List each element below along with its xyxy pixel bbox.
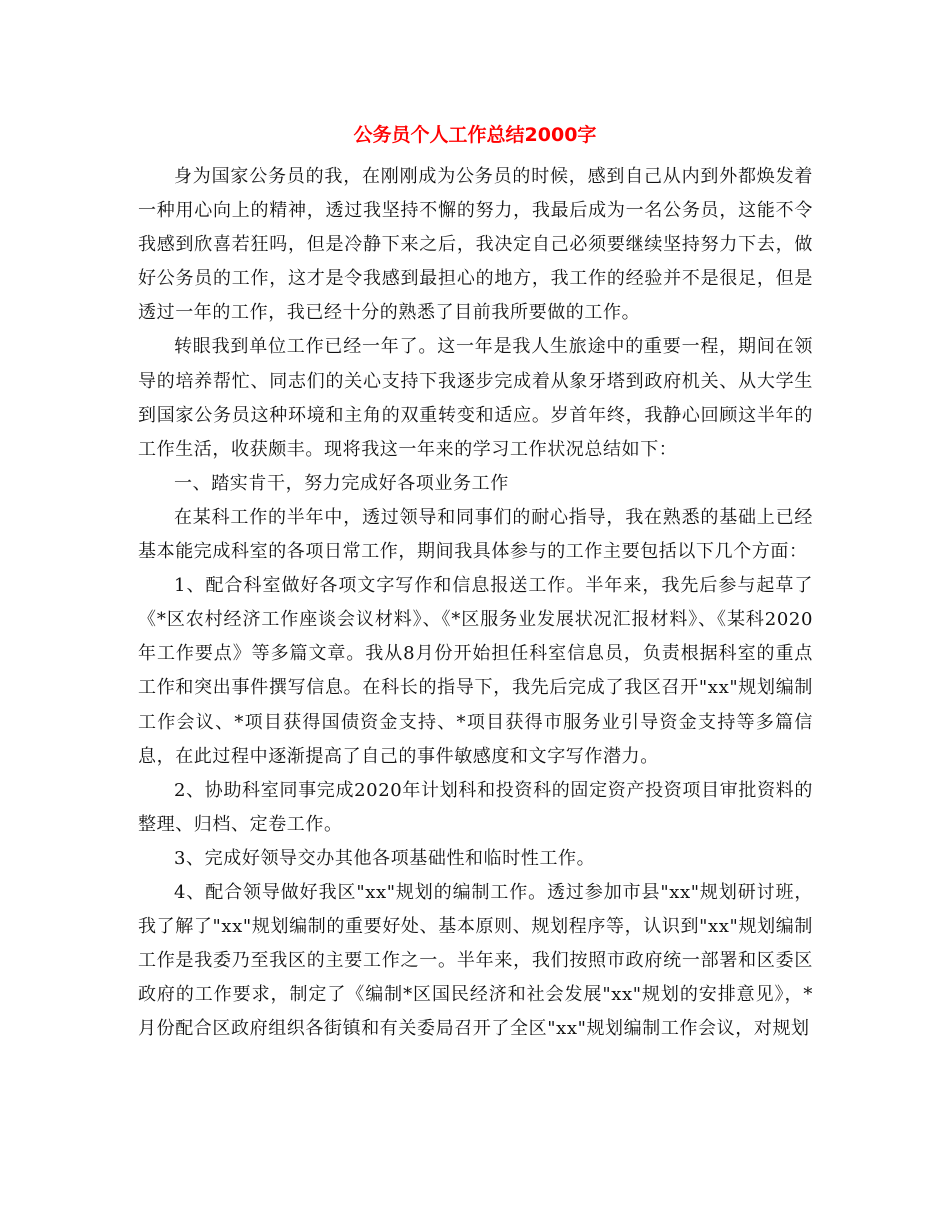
document-title: 公务员个人工作总结2000字 [353, 124, 597, 146]
list-item-2: 2、协助科室同事完成2020年计划科和投资科的固定资产投资项目审批资料的整理、归档、定卷工作。 [138, 779, 813, 835]
list-item-1: 1、配合科室做好各项文字写作和信息报送工作。半年来，我先后参与起草了《*区农村经济工作座谈会议材料》、《*区服务业发展状况汇报材料》、《某科2020年工作要点》等多篇文章。我从8月份开始担任科室信息员，负责根据科室的重点工作和突出事件撰写信息。在科长的指导下，我先后完成了我区召开"xx"规划编制工作会议、*项目获得国债资金支持、*项目获得市服务业引导资金支持等多篇信息，在此过程中逐渐提高了自己的事件敏感度和文字写作潜力。 [138, 575, 813, 767]
paragraph-overview: 转眼我到单位工作已经一年了。这一年是我人生旅途中的重要一程，期间在领导的培养帮忙、同志们的关心支持下我逐步完成着从象牙塔到政府机关、从大学生到国家公务员这种环境和主角的双重转变和适应。岁首年终，我静心回顾这半年的工作生活，收获颇丰。现将我这一年来的学习工作状况总结如下： [138, 336, 813, 460]
section-heading-1: 一、踏实肯干，努力完成好各项业务工作 [174, 472, 509, 494]
document-body [138, 160, 813, 1046]
list-item-4: 4、配合领导做好我区"xx"规划的编制工作。透过参加市县"xx"规划研讨班，我了解了"xx"规划编制的重要好处、基本原则、规划程序等，认识到"xx"规划编制工作是我委乃至我区的主要工作之一。半年来，我们按照市政府统一部署和区委区政府的工作要求，制定了《编制*区国民经济和社会发展"xx"规划的安排意见》，*月份配合区政府组织各街镇和有关委局召开了全区"xx"规划编制工作会议，对规划 [138, 881, 813, 1040]
list-item-3: 3、完成好领导交办其他各项基础性和临时性工作。 [174, 847, 596, 869]
paragraph-intro: 身为国家公务员的我，在刚刚成为公务员的时候，感到自己从内到外都焕发着一种用心向上的精神，透过我坚持不懈的努力，我最后成为一名公务员，这能不令我感到欣喜若狂吗，但是冷静下来之后，我决定自己必须要继续坚持努力下去，做好公务员的工作，这才是令我感到最担心的地方，我工作的经验并不是很足，但是透过一年的工作，我已经十分的熟悉了目前我所要做的工作。 [138, 166, 813, 324]
paragraph-section-1-intro: 在某科工作的半年中，透过领导和同事们的耐心指导，我在熟悉的基础上已经基本能完成科室的各项日常工作，期间我具体参与的工作主要包括以下几个方面： [138, 506, 813, 563]
